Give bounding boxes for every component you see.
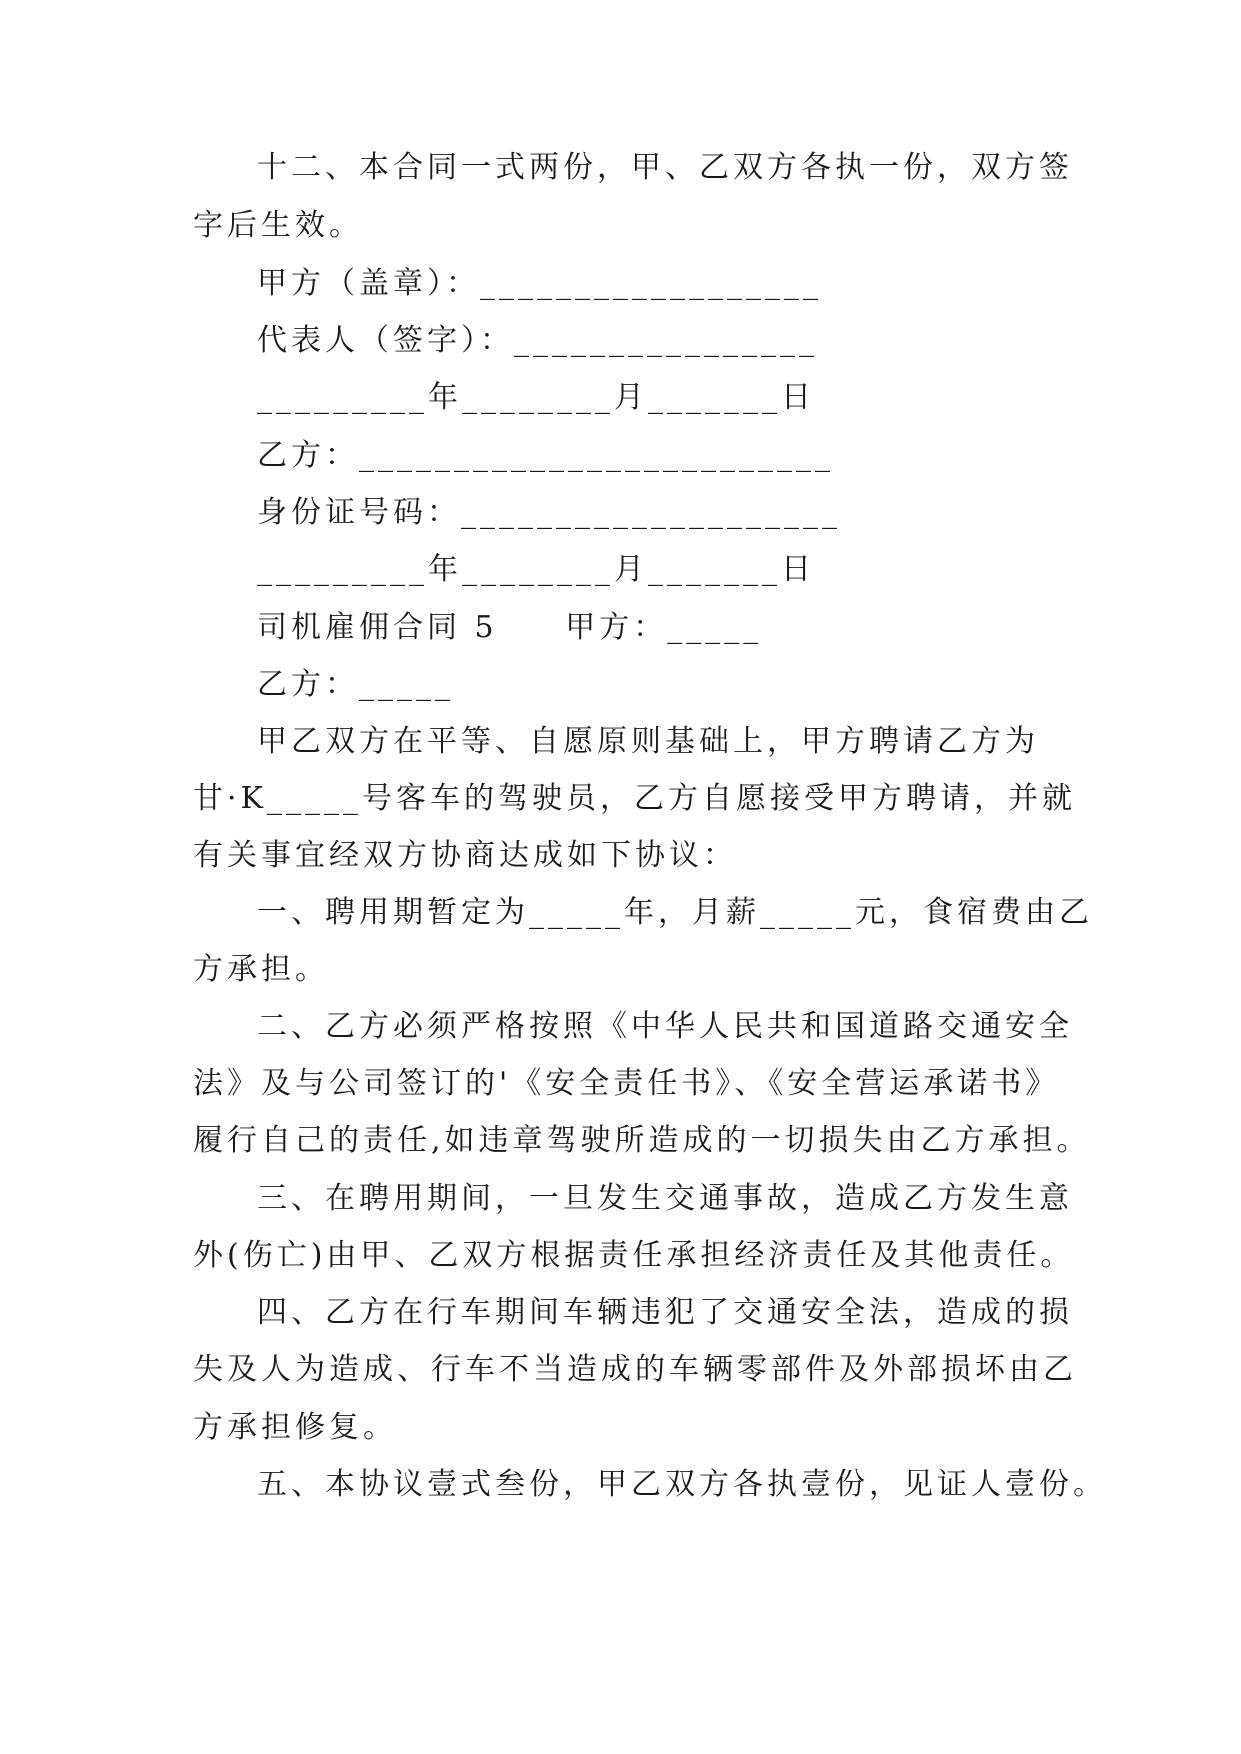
clause-4-line-3: 方承担修复。 [193, 1410, 397, 1445]
clause-3-line-1: 三、在聘用期间，一旦发生交通事故，造成乙方发生意 [257, 1181, 1073, 1216]
clause-2-line-1: 二、乙方必须严格按照《中华人民共和国道路交通安全 [257, 1009, 1073, 1044]
clause-12-line-1: 十二、本合同一式两份，甲、乙双方各执一份，双方签 [257, 150, 1073, 185]
clause-4-line-2: 失及人为造成、行车不当造成的车辆零部件及外部损坏由乙 [193, 1352, 1077, 1387]
id-number-field: 身份证号码：____________________ [257, 495, 841, 530]
clause-3-line-2: 外(伤亡)由甲、乙双方根据责任承担经济责任及其他责任。 [193, 1238, 1075, 1273]
party-a-date-field: _________年________月_______日 [257, 380, 815, 415]
party-b-field: 乙方：_________________________ [257, 438, 834, 473]
clause-2-line-3: 履行自己的责任,如违章驾驶所造成的一切损失由乙方承担。 [193, 1123, 1091, 1158]
clause-5-line-1: 五、本协议壹式叁份，甲乙双方各执壹份，见证人壹份。 [257, 1467, 1107, 1502]
party-b-date-field: _________年________月_______日 [257, 552, 815, 587]
preamble-line-1: 甲乙双方在平等、自愿原则基础上，甲方聘请乙方为 [257, 724, 1039, 759]
party-a-seal-field: 甲方（盖章）：__________________ [257, 266, 822, 301]
preamble-line-2: 甘·K_____号客车的驾驶员，乙方自愿接受甲方聘请，并就 [193, 781, 1076, 816]
clause-1-line-1: 一、聘用期暂定为_____年，月薪_____元，食宿费由乙 [257, 895, 1093, 930]
contract-party-b-line: 乙方：_____ [257, 667, 454, 702]
representative-signature-field: 代表人（签字）：________________ [257, 323, 818, 358]
preamble-line-3: 有关事宜经双方协商达成如下协议： [193, 838, 737, 873]
contract-title-line: 司机雇佣合同 5 甲方：_____ [257, 610, 763, 645]
clause-1-line-2: 方承担。 [193, 952, 329, 987]
clause-4-line-1: 四、乙方在行车期间车辆违犯了交通安全法，造成的损 [257, 1295, 1073, 1330]
clause-2-line-2: 法》及与公司签订的'《安全责任书》、《安全营运承诺书》 [193, 1066, 1060, 1101]
clause-12-line-2: 字后生效。 [193, 208, 363, 243]
